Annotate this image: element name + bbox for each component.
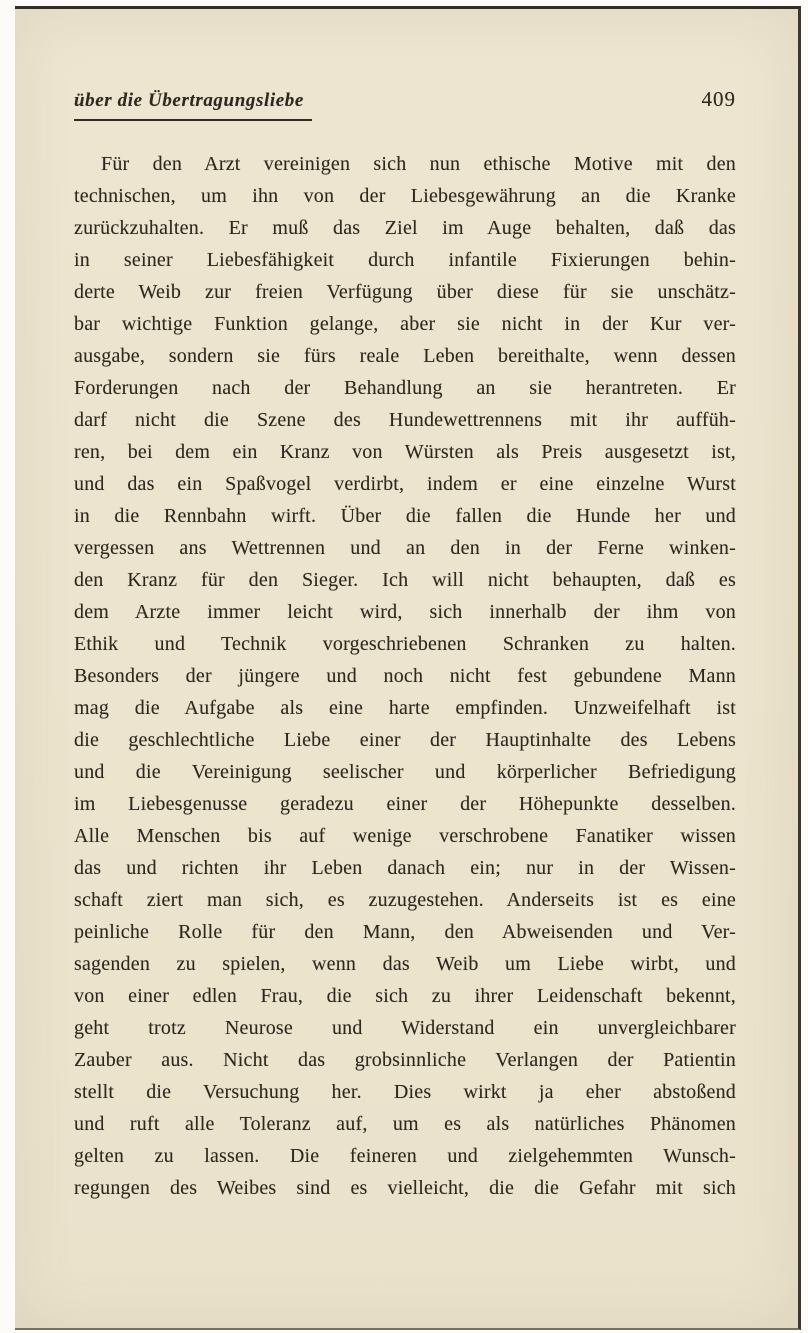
book-page bbox=[15, 6, 801, 1330]
text-line: regungen des Weibes sind es vielleicht, die die Gefahr mit sich bbox=[74, 1177, 736, 1199]
text-line: den Kranz für den Sieger. Ich will nicht behaupten, daß es bbox=[74, 569, 736, 591]
running-header bbox=[74, 87, 736, 121]
text-line: Forderungen nach der Behandlung an sie herantreten. Er bbox=[74, 377, 736, 399]
text-line: die geschlechtliche Liebe einer der Hauptinhalte des Lebens bbox=[74, 729, 736, 751]
text-line: und das ein Spaßvogel verdirbt, indem er eine einzelne Wurst bbox=[74, 473, 736, 495]
text-line: schaft ziert man sich, es zuzugestehen. Anderseits ist es eine bbox=[74, 889, 736, 911]
text-line: sagenden zu spielen, wenn das Weib um Liebe wirbt, und bbox=[74, 953, 736, 975]
text-line: Ethik und Technik vorgeschriebenen Schranken zu halten. bbox=[74, 633, 736, 655]
text-line: Zauber aus. Nicht das grobsinnliche Verlangen der Patientin bbox=[74, 1049, 736, 1071]
running-title: über die Übertragungsliebe bbox=[74, 90, 312, 121]
text-line: zurückzuhalten. Er muß das Ziel im Auge behalten, daß das bbox=[74, 217, 736, 239]
text-line: technischen, um ihn von der Liebesgewährung an die Kranke bbox=[74, 185, 736, 207]
text-line: und ruft alle Toleranz auf, um es als natürliches Phänomen bbox=[74, 1113, 736, 1135]
text-line: in die Rennbahn wirft. Über die fallen die Hunde her und bbox=[74, 505, 736, 527]
text-line: Alle Menschen bis auf wenige verschrobene Fanatiker wissen bbox=[74, 825, 736, 847]
text-line: dem Arzte immer leicht wird, sich innerhalb der ihm von bbox=[74, 601, 736, 623]
text-line: derte Weib zur freien Verfügung über diese für sie unschätz- bbox=[74, 281, 736, 303]
text-line: stellt die Versuchung her. Dies wirkt ja eher abstoßend bbox=[74, 1081, 736, 1103]
text-line: Besonders der jüngere und noch nicht fest gebundene Mann bbox=[74, 665, 736, 687]
text-line: mag die Aufgabe als eine harte empfinden. Unzweifelhaft ist bbox=[74, 697, 736, 719]
text-line: von einer edlen Frau, die sich zu ihrer Leidenschaft bekennt, bbox=[74, 985, 736, 1007]
text-line: geht trotz Neurose und Widerstand ein unvergleichbarer bbox=[74, 1017, 736, 1039]
text-line: vergessen ans Wettrennen und an den in der Ferne winken- bbox=[74, 537, 736, 559]
text-line: das und richten ihr Leben danach ein; nur in der Wissen- bbox=[74, 857, 736, 879]
text-line: und die Vereinigung seelischer und körperlicher Befriedigung bbox=[74, 761, 736, 783]
text-line: im Liebesgenusse geradezu einer der Höhepunkte desselben. bbox=[74, 793, 736, 815]
text-line: darf nicht die Szene des Hundewettrennens mit ihr auffüh- bbox=[74, 409, 736, 431]
page-number: 409 bbox=[701, 87, 736, 111]
text-line: ausgabe, sondern sie fürs reale Leben bereithalte, wenn dessen bbox=[74, 345, 736, 367]
text-line: peinliche Rolle für den Mann, den Abweisenden und Ver- bbox=[74, 921, 736, 943]
body-text bbox=[74, 148, 736, 1204]
text-line: ren, bei dem ein Kranz von Würsten als Preis ausgesetzt ist, bbox=[74, 441, 736, 463]
text-line: Für den Arzt vereinigen sich nun ethische Motive mit den bbox=[101, 153, 736, 175]
text-line: gelten zu lassen. Die feineren und zielgehemmten Wunsch- bbox=[74, 1145, 736, 1167]
text-line: in seiner Liebesfähigkeit durch infantile Fixierungen behin- bbox=[74, 249, 736, 271]
page-content bbox=[74, 87, 736, 1204]
text-line: bar wichtige Funktion gelange, aber sie nicht in der Kur ver- bbox=[74, 313, 736, 335]
